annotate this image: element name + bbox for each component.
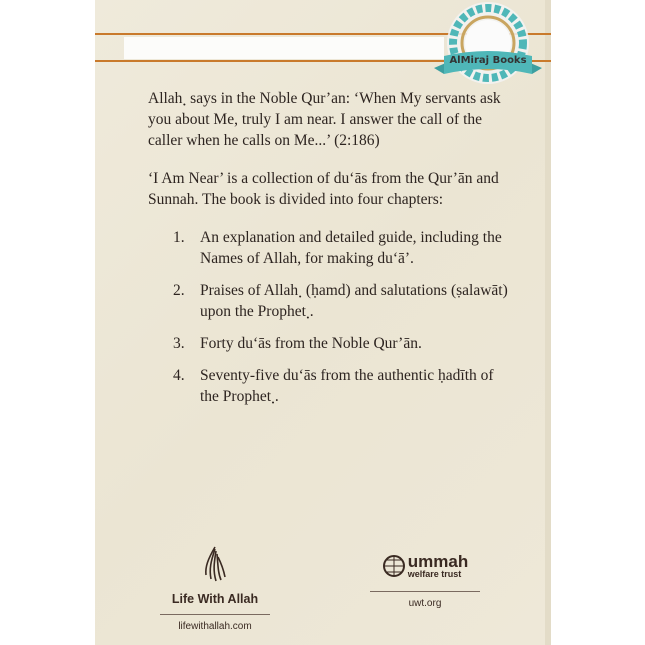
chapter-item bbox=[148, 365, 508, 407]
chapter-item bbox=[148, 227, 508, 269]
blurb bbox=[148, 88, 508, 418]
divider bbox=[370, 591, 480, 592]
publisher-tagline: welfare trust bbox=[407, 569, 462, 579]
title-strip bbox=[124, 37, 444, 59]
book-back-cover bbox=[95, 0, 551, 645]
chapter-list bbox=[148, 227, 508, 407]
globe-icon bbox=[382, 554, 406, 578]
chapter-text: An explanation and detailed guide, including the Names of Allah, for making du‘ā’. bbox=[200, 229, 502, 267]
spine-edge bbox=[545, 0, 551, 645]
chapter-number: 1. bbox=[173, 229, 185, 246]
badge-logo-icon bbox=[430, 0, 546, 86]
divider bbox=[160, 614, 270, 615]
chapter-number: 4. bbox=[173, 367, 185, 384]
publisher-name: Life With Allah bbox=[171, 592, 259, 606]
chapter-text: Praises of Allah ฺ (ḥamd) and salutations (ṣalawāt) upon the Prophet ฺ. bbox=[200, 282, 508, 320]
chapter-number: 3. bbox=[173, 335, 185, 352]
publisher-name: ummah bbox=[407, 552, 469, 571]
drop-logo-icon bbox=[200, 545, 230, 583]
ummah-logo bbox=[370, 545, 480, 587]
chapter-number: 2. bbox=[173, 282, 185, 299]
chapter-text: Forty du‘ās from the Noble Qur’ān. bbox=[200, 335, 422, 352]
chapter-text: Seventy-five du‘ās from the authentic ḥadīth of the Prophet ฺ. bbox=[200, 367, 494, 405]
publisher-url: lifewithallah.com bbox=[178, 621, 252, 632]
badge-label: AlMiraj Books bbox=[449, 55, 527, 66]
intro-paragraph: ‘I Am Near’ is a collection of du‘ās from the Qur’ān and Sunnah. The book is divided into four chapters: bbox=[148, 170, 499, 208]
publisher-url: uwt.org bbox=[408, 598, 442, 609]
almiraj-books-badge bbox=[430, 0, 546, 86]
publisher-life-with-allah bbox=[160, 545, 270, 632]
chapter-item bbox=[148, 280, 508, 322]
quote-paragraph: Allah ฺ says in the Noble Qur’an: ‘When My servants ask you about Me, truly I am near. I answer the call of the caller when he calls on Me...’ (2:186) bbox=[148, 90, 501, 149]
publisher-ummah-welfare-trust bbox=[370, 545, 480, 609]
chapter-item bbox=[148, 333, 508, 354]
